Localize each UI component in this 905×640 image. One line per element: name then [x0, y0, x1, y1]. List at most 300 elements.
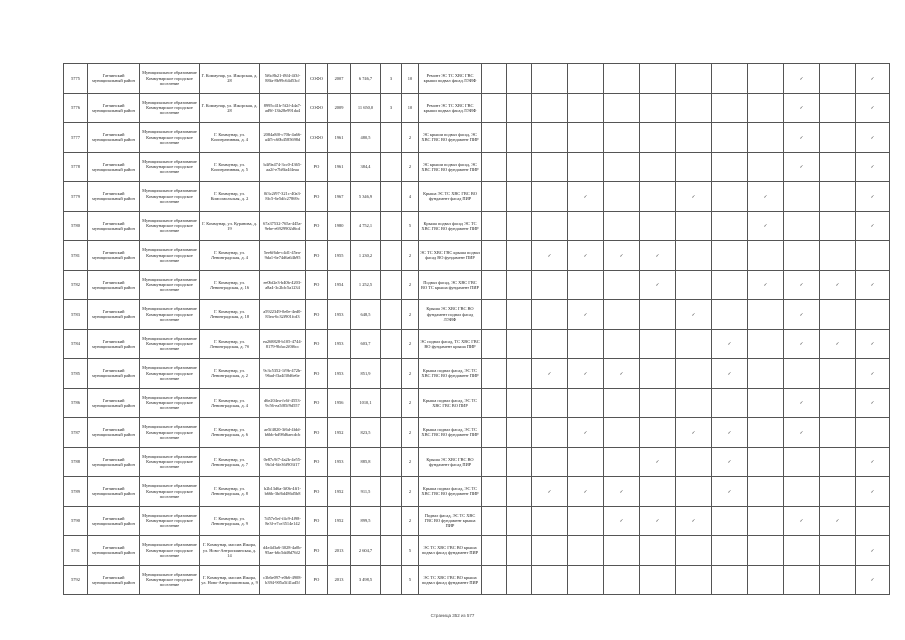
year-cell: 2009: [328, 93, 351, 123]
works-list-cell: ЭС крыши подвал фасад, ЭС ХВС ГВС ВО фундамент ПИР: [419, 123, 482, 153]
area-cell: 1 230,2: [351, 241, 381, 271]
district-cell: Гатчинский муниципальный район: [88, 359, 140, 389]
checkmark-cell: [784, 477, 820, 507]
checkmark-cell: [640, 565, 676, 595]
checkmark-cell: ✓: [784, 329, 820, 359]
checkmark-cell: [676, 123, 712, 153]
checkmark-cell: [820, 418, 856, 448]
checkmark-cell: [784, 536, 820, 566]
checkmark-cell: ✓: [568, 477, 604, 507]
district-cell: Гатчинский муниципальный район: [88, 418, 140, 448]
works-list-cell: ЭС ТС ХВС ГВС крыша подвал фасад ВО фундамент ПИР: [419, 241, 482, 271]
cadastral-id-cell: ae5f4820-3f6d-4fdd-b6bb-bd98d6aecdcb: [260, 418, 306, 448]
checkmark-cell: ✓: [856, 329, 890, 359]
checkmark-cell: [676, 93, 712, 123]
checkmark-cell: ✓: [784, 93, 820, 123]
owner-cell: Муниципальное образование Коммунарское городское поселение: [140, 300, 200, 330]
checkmark-cell: ✓: [712, 447, 748, 477]
checkmark-cell: [676, 270, 712, 300]
year-cell: 1980: [328, 211, 351, 241]
ownership-form-cell: РО: [306, 447, 328, 477]
checkmark-cell: [712, 536, 748, 566]
checkmark-cell: [856, 506, 890, 536]
checkmark-cell: [640, 359, 676, 389]
floors-cell: [381, 388, 402, 418]
checkmark-cell: [856, 241, 890, 271]
checkmark-cell: ✓: [784, 418, 820, 448]
row-number: 5780: [64, 211, 88, 241]
table-row: [64, 152, 890, 182]
checkmark-cell: [640, 123, 676, 153]
checkmark-cell: ✓: [640, 270, 676, 300]
checkmark-cell: ✓: [856, 536, 890, 566]
checkmark-cell: [482, 270, 507, 300]
checkmark-cell: [532, 152, 568, 182]
year-cell: 1961: [328, 152, 351, 182]
row-number: 5787: [64, 418, 88, 448]
district-cell: Гатчинский муниципальный район: [88, 182, 140, 212]
checkmark-cell: [676, 152, 712, 182]
count-cell: 2: [402, 300, 419, 330]
area-cell: 3 498,5: [351, 565, 381, 595]
checkmark-cell: [532, 93, 568, 123]
checkmark-cell: [507, 565, 532, 595]
checkmark-cell: ✓: [712, 329, 748, 359]
checkmark-cell: ✓: [568, 359, 604, 389]
checkmark-cell: ✓: [748, 211, 784, 241]
checkmark-cell: [820, 359, 856, 389]
checkmark-cell: ✓: [712, 418, 748, 448]
address-cell: Г. Коммунар, ул. Кооперативная, д. 5: [200, 152, 260, 182]
district-cell: Гатчинский муниципальный район: [88, 270, 140, 300]
checkmark-cell: [507, 152, 532, 182]
checkmark-cell: [676, 565, 712, 595]
cadastral-id-cell: 67a37532-765a-445a-9ebe-e6929902d6cd: [260, 211, 306, 241]
row-number: 5786: [64, 388, 88, 418]
checkmark-cell: [820, 477, 856, 507]
cadastral-id-cell: d6e204ea-fc6f-4553-9c56-ea5f85f9d557: [260, 388, 306, 418]
checkmark-cell: [604, 447, 640, 477]
works-list-cell: Ремонт ЭС ТС ХВС ГВС крыши подвал фасад ЛЭИФ: [419, 64, 482, 94]
checkmark-cell: [532, 506, 568, 536]
checkmark-cell: [676, 64, 712, 94]
ownership-form-cell: СОФО: [306, 93, 328, 123]
checkmark-cell: [712, 211, 748, 241]
checkmark-cell: [604, 123, 640, 153]
checkmark-cell: ✓: [820, 270, 856, 300]
checkmark-cell: [820, 64, 856, 94]
checkmark-cell: [604, 182, 640, 212]
checkmark-cell: [482, 93, 507, 123]
row-number: 5775: [64, 64, 88, 94]
works-list-cell: ЭС ТС ХВС ГВС ВО крыша подвал фасад фундамент ПИР: [419, 565, 482, 595]
table-row: [64, 270, 890, 300]
floors-cell: [381, 447, 402, 477]
checkmark-cell: [820, 536, 856, 566]
owner-cell: Муниципальное образование Коммунарское городское поселение: [140, 182, 200, 212]
address-cell: Г. Коммунар, ул. Ленинградская, д. 16: [200, 270, 260, 300]
owner-cell: Муниципальное образование Коммунарское городское поселение: [140, 329, 200, 359]
checkmark-cell: [784, 241, 820, 271]
checkmark-cell: ✓: [856, 359, 890, 389]
area-cell: 1 252,5: [351, 270, 381, 300]
district-cell: Гатчинский муниципальный район: [88, 329, 140, 359]
checkmark-cell: [532, 123, 568, 153]
checkmark-cell: [507, 93, 532, 123]
row-number: 5792: [64, 565, 88, 595]
cadastral-id-cell: 7d57e5ef-f4c9-4f98-8e3f-e7ce3514e142: [260, 506, 306, 536]
owner-cell: Муниципальное образование Коммунарское городское поселение: [140, 270, 200, 300]
cadastral-id-cell: b2b13d6a-3f0b-4ff1-b66b-3bf6d486d5b8: [260, 477, 306, 507]
checkmark-cell: [568, 93, 604, 123]
ownership-form-cell: РО: [306, 270, 328, 300]
checkmark-cell: [820, 300, 856, 330]
checkmark-cell: [568, 152, 604, 182]
checkmark-cell: [712, 388, 748, 418]
floors-cell: [381, 359, 402, 389]
checkmark-cell: [748, 241, 784, 271]
area-cell: 885,8: [351, 447, 381, 477]
year-cell: 2013: [328, 536, 351, 566]
checkmark-cell: [532, 418, 568, 448]
area-cell: 1010,1: [351, 388, 381, 418]
floors-cell: [381, 123, 402, 153]
checkmark-cell: [712, 93, 748, 123]
works-list-cell: Крыша ЭС ХВС ГВС ВО фундамент подвал фасад ЛЭИФ: [419, 300, 482, 330]
checkmark-cell: ✓: [856, 447, 890, 477]
owner-cell: Муниципальное образование Коммунарское городское поселение: [140, 447, 200, 477]
checkmark-cell: [482, 64, 507, 94]
owner-cell: Муниципальное образование Коммунарское городское поселение: [140, 359, 200, 389]
ownership-form-cell: СОФО: [306, 64, 328, 94]
count-cell: 2: [402, 241, 419, 271]
checkmark-cell: [482, 506, 507, 536]
owner-cell: Муниципальное образование Коммунарское городское поселение: [140, 565, 200, 595]
checkmark-cell: [820, 565, 856, 595]
address-cell: Г. Коммунар, ул. Куранова, д. 19: [200, 211, 260, 241]
cadastral-id-cell: d4e4d3a6-3028-4a0b-95ae-b6c5dd8d76f2: [260, 536, 306, 566]
works-list-cell: Крыша ЭС ХВС ГВС ВО фундамент фасад ПИР: [419, 447, 482, 477]
checkmark-cell: [784, 211, 820, 241]
ownership-form-cell: РО: [306, 329, 328, 359]
checkmark-cell: ✓: [856, 211, 890, 241]
table-row: [64, 565, 890, 595]
checkmark-cell: [748, 359, 784, 389]
owner-cell: Муниципальное образование Коммунарское городское поселение: [140, 211, 200, 241]
district-cell: Гатчинский муниципальный район: [88, 211, 140, 241]
checkmark-cell: [568, 64, 604, 94]
checkmark-cell: [712, 152, 748, 182]
checkmark-cell: ✓: [856, 270, 890, 300]
table-row: [64, 64, 890, 94]
area-cell: 899,5: [351, 506, 381, 536]
floors-cell: [381, 536, 402, 566]
row-number: 5776: [64, 93, 88, 123]
address-cell: Г. Коммунар, ул. Кооперативная, д. 4: [200, 123, 260, 153]
cadastral-id-cell: 0f3c2f97-321c-40a3-8fc5-6e5dfc27869c: [260, 182, 306, 212]
checkmark-cell: [640, 536, 676, 566]
district-cell: Гатчинский муниципальный район: [88, 123, 140, 153]
area-cell: 5 346,9: [351, 182, 381, 212]
works-list-cell: Ремонт ЭС ТС ХВС ГВС крыши подвал фасад ЛЭИФ: [419, 93, 482, 123]
year-cell: 1954: [328, 270, 351, 300]
year-cell: 1961: [328, 123, 351, 153]
checkmark-cell: [748, 388, 784, 418]
checkmark-cell: ✓: [676, 182, 712, 212]
checkmark-cell: [482, 388, 507, 418]
checkmark-cell: [532, 64, 568, 94]
checkmark-cell: [532, 388, 568, 418]
address-cell: Г. Коммунар, ул. Ленинградская, д. 4: [200, 388, 260, 418]
checkmark-cell: ✓: [748, 182, 784, 212]
checkmark-cell: ✓: [568, 300, 604, 330]
checkmark-cell: [568, 506, 604, 536]
checkmark-cell: [482, 447, 507, 477]
checkmark-cell: [482, 359, 507, 389]
checkmark-cell: [568, 123, 604, 153]
checkmark-cell: [640, 211, 676, 241]
ownership-form-cell: РО: [306, 506, 328, 536]
checkmark-cell: [568, 211, 604, 241]
area-cell: 823,5: [351, 418, 381, 448]
checkmark-cell: ✓: [856, 388, 890, 418]
floors-cell: [381, 565, 402, 595]
checkmark-cell: ✓: [748, 270, 784, 300]
checkmark-cell: ✓: [784, 152, 820, 182]
checkmark-cell: [482, 182, 507, 212]
checkmark-cell: [820, 211, 856, 241]
checkmark-cell: [748, 93, 784, 123]
cadastral-id-cell: b4f9a474-3cc0-4365-aa2f-e7b8fa4f4eaa: [260, 152, 306, 182]
address-cell: Г. Коммунар, ул. Ленинградская, д. 2: [200, 359, 260, 389]
checkmark-cell: [784, 565, 820, 595]
checkmark-cell: [507, 388, 532, 418]
owner-cell: Муниципальное образование Коммунарское городское поселение: [140, 506, 200, 536]
checkmark-cell: [604, 152, 640, 182]
floors-cell: [381, 300, 402, 330]
checkmark-cell: [748, 506, 784, 536]
address-cell: Г. Коммунар, ул. Ленинградская, д. 7: [200, 447, 260, 477]
checkmark-cell: ✓: [784, 506, 820, 536]
checkmark-cell: [604, 418, 640, 448]
year-cell: 2007: [328, 64, 351, 94]
district-cell: Гатчинский муниципальный район: [88, 64, 140, 94]
ownership-form-cell: РО: [306, 359, 328, 389]
checkmark-cell: [748, 64, 784, 94]
owner-cell: Муниципальное образование Коммунарское городское поселение: [140, 477, 200, 507]
checkmark-cell: [482, 536, 507, 566]
year-cell: 1952: [328, 418, 351, 448]
table-row: [64, 182, 890, 212]
checkmark-cell: [748, 329, 784, 359]
cadastral-id-cell: 8995c41b-5f2f-4da7-ad9f-13b28e991da4: [260, 93, 306, 123]
ownership-form-cell: РО: [306, 152, 328, 182]
checkmark-cell: [532, 270, 568, 300]
checkmark-cell: [748, 536, 784, 566]
area-cell: 851,9: [351, 359, 381, 389]
district-cell: Гатчинский муниципальный район: [88, 388, 140, 418]
address-cell: Г. Коммунар, ул. Ленинградская, д. 8: [200, 477, 260, 507]
checkmark-cell: ✓: [532, 241, 568, 271]
ownership-form-cell: РО: [306, 300, 328, 330]
row-number: 5790: [64, 506, 88, 536]
area-cell: 2 604,7: [351, 536, 381, 566]
checkmark-cell: ✓: [604, 359, 640, 389]
checkmark-cell: [712, 565, 748, 595]
checkmark-cell: ✓: [532, 477, 568, 507]
year-cell: 2013: [328, 565, 351, 595]
floors-cell: [381, 329, 402, 359]
address-cell: Г. Коммунар, массив Ижора, ул. Ново-Антропшинская, д. 14: [200, 536, 260, 566]
checkmark-cell: [507, 447, 532, 477]
table-row: [64, 359, 890, 389]
checkmark-cell: [712, 300, 748, 330]
district-cell: Гатчинский муниципальный район: [88, 477, 140, 507]
checkmark-cell: ✓: [532, 359, 568, 389]
owner-cell: Муниципальное образование Коммунарское городское поселение: [140, 418, 200, 448]
count-cell: 2: [402, 270, 419, 300]
checkmark-cell: ✓: [856, 93, 890, 123]
checkmark-cell: [820, 152, 856, 182]
row-number: 5791: [64, 536, 88, 566]
row-number: 5777: [64, 123, 88, 153]
checkmark-cell: [604, 536, 640, 566]
owner-cell: Муниципальное образование Коммунарское городское поселение: [140, 123, 200, 153]
row-number: 5783: [64, 300, 88, 330]
checkmark-cell: [676, 241, 712, 271]
checkmark-cell: [676, 536, 712, 566]
cadastral-id-cell: 0e87c9f7-4a2b-4e55-9b1d-6fe36f903f17: [260, 447, 306, 477]
checkmark-cell: [640, 388, 676, 418]
works-list-cell: Подвал фасад, ЭС ТС ХВС ГВС ВО фундамент крыша ПИР: [419, 506, 482, 536]
owner-cell: Муниципальное образование Коммунарское городское поселение: [140, 241, 200, 271]
count-cell: 10: [402, 64, 419, 94]
checkmark-cell: [532, 329, 568, 359]
year-cell: 1967: [328, 182, 351, 212]
district-cell: Гатчинский муниципальный район: [88, 93, 140, 123]
works-list-cell: Подвал фасад, ЭС ХВС ГВС ВО ТС крыша фундамент ПИР: [419, 270, 482, 300]
checkmark-cell: [604, 64, 640, 94]
area-cell: 480,5: [351, 123, 381, 153]
checkmark-cell: [604, 211, 640, 241]
table-row: [64, 418, 890, 448]
count-cell: 2: [402, 506, 419, 536]
cadastral-id-cell: 5f6c8b21-f8f4-4f3f-88fa-8b99c64d53cf: [260, 64, 306, 94]
ownership-form-cell: РО: [306, 477, 328, 507]
row-number: 5781: [64, 241, 88, 271]
works-list-cell: Крыша подвал фасад, ЭС ТС ХВС ГВС ВО фундамент ПИР: [419, 418, 482, 448]
cadastral-id-cell: 2084a8f0-c70b-4a66-a4f5-c60b4585698d: [260, 123, 306, 153]
checkmark-cell: [604, 565, 640, 595]
checkmark-cell: ✓: [856, 64, 890, 94]
checkmark-cell: ✓: [784, 388, 820, 418]
checkmark-cell: ✓: [604, 506, 640, 536]
checkmark-cell: [748, 565, 784, 595]
checkmark-cell: [784, 359, 820, 389]
checkmark-cell: ✓: [856, 152, 890, 182]
area-cell: 911,5: [351, 477, 381, 507]
checkmark-cell: [604, 300, 640, 330]
row-number: 5784: [64, 329, 88, 359]
count-cell: 2: [402, 418, 419, 448]
cadastral-id-cell: 9c3c5352-1f9b-472b-96ad-f3a4f30d6e6e: [260, 359, 306, 389]
checkmark-cell: [676, 211, 712, 241]
checkmark-cell: [820, 93, 856, 123]
checkmark-cell: [712, 123, 748, 153]
checkmark-cell: [640, 418, 676, 448]
checkmark-cell: ✓: [856, 182, 890, 212]
checkmark-cell: [820, 447, 856, 477]
checkmark-cell: ✓: [784, 270, 820, 300]
owner-cell: Муниципальное образование Коммунарское городское поселение: [140, 536, 200, 566]
checkmark-cell: [482, 123, 507, 153]
district-cell: Гатчинский муниципальный район: [88, 300, 140, 330]
checkmark-cell: ✓: [604, 477, 640, 507]
checkmark-cell: [507, 64, 532, 94]
count-cell: 2: [402, 359, 419, 389]
checkmark-cell: [482, 565, 507, 595]
count-cell: 2: [402, 123, 419, 153]
checkmark-cell: [712, 270, 748, 300]
count-cell: 5: [402, 536, 419, 566]
count-cell: 5: [402, 211, 419, 241]
checkmark-cell: [568, 388, 604, 418]
checkmark-cell: [712, 182, 748, 212]
floors-cell: [381, 477, 402, 507]
address-cell: Г. Коммунар, ул. Ижорская, д. 28: [200, 93, 260, 123]
checkmark-cell: [640, 182, 676, 212]
cadastral-id-cell: ea268828-b105-4744-8179-9bfac2f0f6cc: [260, 329, 306, 359]
address-cell: Г. Коммунар, массив Ижора, ул. Ново-Антропшинская, д. 9: [200, 565, 260, 595]
checkmark-cell: [748, 447, 784, 477]
table-row: [64, 241, 890, 271]
checkmark-cell: [482, 152, 507, 182]
row-number: 5788: [64, 447, 88, 477]
checkmark-cell: [507, 329, 532, 359]
works-list-cell: Крыша подвал фасад, ЭС ТС ХВС ГВС ВО фундамент ПИР: [419, 477, 482, 507]
checkmark-cell: [856, 418, 890, 448]
works-list-cell: ЭС ТС ХВС ГВС ВО крыша подвал фасад фундамент ПИР: [419, 536, 482, 566]
checkmark-cell: ✓: [856, 123, 890, 153]
checkmark-cell: [507, 123, 532, 153]
address-cell: Г. Коммунар, ул. Ижорская, д. 28: [200, 64, 260, 94]
checkmark-cell: ✓: [676, 418, 712, 448]
checkmark-cell: [604, 388, 640, 418]
checkmark-cell: [820, 241, 856, 271]
owner-cell: Муниципальное образование Коммунарское городское поселение: [140, 388, 200, 418]
count-cell: 10: [402, 93, 419, 123]
floors-cell: [381, 211, 402, 241]
table-row: [64, 388, 890, 418]
row-number: 5779: [64, 182, 88, 212]
checkmark-cell: [712, 64, 748, 94]
year-cell: 1953: [328, 329, 351, 359]
checkmark-cell: [640, 64, 676, 94]
district-cell: Гатчинский муниципальный район: [88, 152, 140, 182]
checkmark-cell: ✓: [784, 300, 820, 330]
works-list-cell: Крыша ЭС ТС ХВС ГВС ВО фундамент фасад ПИР: [419, 182, 482, 212]
checkmark-cell: [568, 329, 604, 359]
works-list-cell: ЭС крыши подвал фасад, ЭС ХВС ГВС ВО фундамент ПИР: [419, 152, 482, 182]
checkmark-cell: ✓: [676, 506, 712, 536]
checkmark-cell: [676, 477, 712, 507]
checkmark-cell: ✓: [820, 329, 856, 359]
owner-cell: Муниципальное образование Коммунарское городское поселение: [140, 64, 200, 94]
ownership-form-cell: СОФО: [306, 123, 328, 153]
year-cell: 1953: [328, 359, 351, 389]
ownership-form-cell: РО: [306, 418, 328, 448]
checkmark-cell: [507, 182, 532, 212]
